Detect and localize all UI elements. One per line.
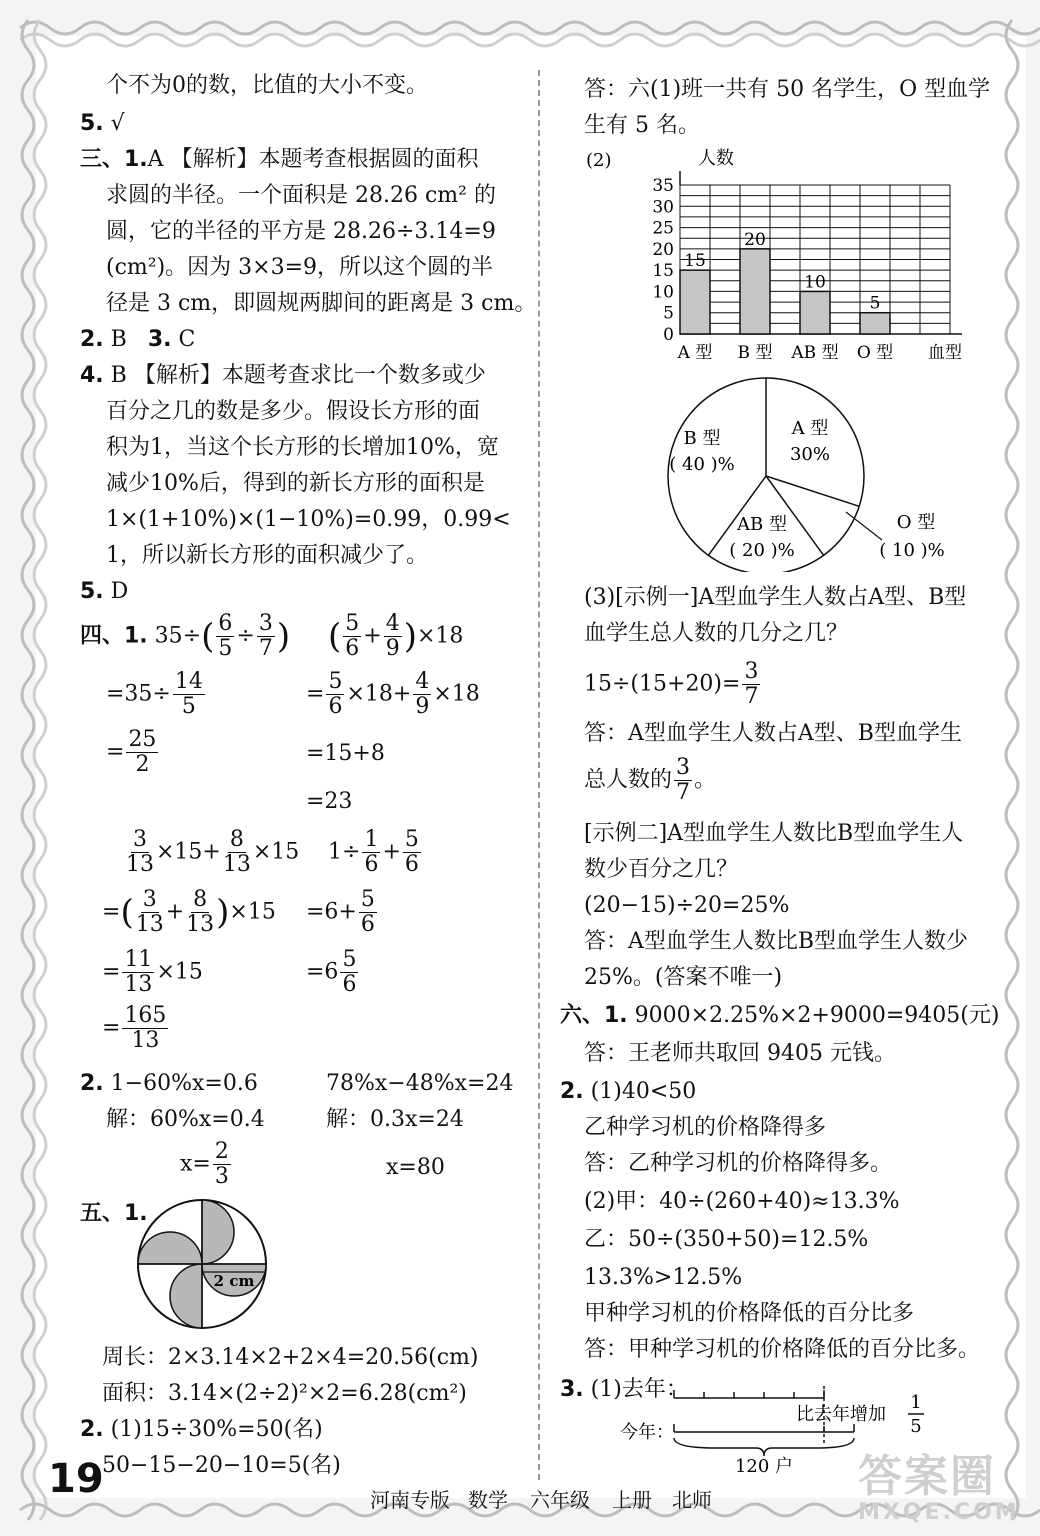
answer-text: (1)15÷30%=50(名) [110,1417,323,1442]
fraction: $\frac{5}{6}$ [404,827,419,877]
fraction: $\frac{3}{7}$ [258,611,273,661]
text-line: 答：A型血学生人数占A型、B型血学生 [584,721,962,746]
answer-text: B [110,327,127,352]
question-number: 2. [80,1417,104,1442]
q5-2-answer [80,1412,323,1448]
blood-type-bar-chart [580,140,1000,370]
pie-label: ( 10 )% [879,540,945,561]
footer-item: 六年级 [530,1488,590,1512]
q4-1-step-c2: =( $\frac{3}{13}$ + $\frac{8}{13}$ )×15 [102,887,276,937]
category-label: A 型 [677,343,713,363]
fraction-numerator: 1 [910,1392,922,1413]
category-label: AB 型 [791,343,839,363]
q3-4-answer [80,358,486,394]
fraction: $\frac{8}{13}$ [222,827,251,877]
q4-1-expr-d: 1÷ $\frac{1}{6}$ + $\frac{5}{6}$ [328,827,419,877]
text-line: 个不为0的数，比值的大小不变。 [106,73,428,98]
watermark-url: MXQE.COM [858,1500,1020,1525]
fraction: $\frac{5}{6}$ [328,669,343,719]
fraction: $\frac{5}{6}$ [360,887,375,937]
text-line: 13.3%>12.5% [584,1265,743,1290]
increase-label: 比去年增加 [796,1404,886,1425]
footer-item: 数学 [468,1488,508,1512]
q4-1-step-a2: =35÷ $\frac{14}{5}$ [106,669,203,719]
q4-1-expr-c: $\frac{3}{13}$ ×15+ $\frac{8}{13}$ ×15 [126,827,300,877]
answer-text: A 【解析】本题考查根据圆的面积 [147,147,479,172]
question-number: 3. [147,327,172,352]
equation-solution: x=80 [386,1155,445,1180]
text-line: 答：乙种学习机的价格降得多。 [584,1151,893,1176]
leader-line [846,512,882,540]
y-tick-label: 10 [652,282,674,303]
fraction: $\frac{3}{13}$ [126,827,154,877]
text-line: 生有 5 名。 [584,113,700,138]
bar-value-label: 15 [684,251,706,272]
text-line: (cm²)。因为 3×3=9，所以这个圆的半 [106,255,494,280]
answer-text: D [110,579,129,604]
equation-step: 解：60%x=0.4 [106,1107,265,1132]
text-line: 圆，它的半径的平方是 28.26÷3.14=9 [106,219,496,244]
question-number: 5. [80,579,104,604]
question-number: 5. [80,111,104,136]
question-number: 2. [560,1079,584,1104]
pie-label: B 型 [683,428,721,449]
q4-1-step-c4: = $\frac{165}{13}$ [102,1003,167,1053]
footer-item: 北师 [672,1488,712,1512]
area-answer: 面积：3.14×(2÷2)²×2=6.28(cm²) [102,1381,467,1406]
answer-text: √ [110,111,125,136]
column-divider [538,70,540,1480]
q4-1-expr-b: ( $\frac{5}{6}$ + $\frac{4}{9}$ )×18 [328,611,464,661]
text-line: 数少百分之几？ [584,857,739,882]
y-tick-label: 0 [663,325,674,345]
q4-2-equations [80,1066,258,1102]
bar [740,249,770,334]
category-label: B 型 [737,343,773,363]
x-axis-label: 血型 [928,343,962,363]
text-line: 50−15−20−10=5(名) [102,1453,341,1478]
pie-label: 30% [789,444,831,465]
text-line: 答：甲种学习机的价格降低的百分比多。 [584,1337,981,1362]
text-line: 减少10%后，得到的新长方形的面积是 [106,471,485,496]
fraction: $\frac{4}{9}$ [415,669,430,719]
text-line: 求圆的半径。一个面积是 28.26 cm² 的 [106,183,496,208]
question-number: 3. [560,1377,584,1402]
fraction: $\frac{165}{13}$ [124,1003,167,1053]
text-line: 1，所以新长方形的面积减少了。 [106,543,428,568]
text-line: 答：A型血学生人数比B型血学生人数少 [584,929,969,954]
q6-1-answer [560,998,999,1034]
text-line: 百分之几的数是多少。假设长方形的面 [106,399,481,424]
question-number: 四、1. [80,623,148,649]
question-number: 2. [80,1071,104,1096]
blood-type-pie-chart [650,372,950,572]
fraction: $\frac{3}{7}$ [744,659,759,709]
fraction: $\frac{11}{13}$ [124,947,153,997]
equation: 1−60%x=0.6 [110,1071,258,1096]
bar [800,291,830,334]
q4-1-step-c3: = $\frac{11}{13}$ ×15 [102,947,203,997]
text-line: 25%。(答案不唯一) [584,965,783,990]
y-tick-label: 5 [663,303,674,324]
question-number: 六、1. [560,1003,628,1028]
q4-1-step-a3: = $\frac{25}{2}$ [106,727,157,777]
total-label: 120 户 [734,1456,794,1476]
text-line: 径是 3 cm，即圆规两脚间的距离是 3 cm。 [106,291,537,316]
this-year-label: 今年： [620,1422,674,1443]
pie-label: ( 20 )% [729,540,795,561]
equation-step: 解：0.3x=24 [326,1107,464,1132]
math-line: 总人数的 $\frac{3}{7}$ 。 [584,755,717,805]
text-line: [示例二]A型血学生人数比B型血学生人 [584,821,964,846]
q6-2-answer [560,1074,696,1110]
page-number: 19 [48,1456,104,1502]
answer-text: 9000×2.25%×2+9000=9405(元) [634,1003,1000,1028]
text-line: 乙种学习机的价格降得多 [584,1115,827,1140]
text-line: 甲种学习机的价格降低的百分比多 [584,1301,915,1326]
question-number: 4. [80,363,104,388]
pie-label: A 型 [791,418,829,439]
equation: 78%x−48%x=24 [326,1071,514,1096]
fraction: $\frac{1}{6}$ [364,827,379,877]
pie-label: ( 40 )% [669,454,735,475]
q4-1-expr-a: 四、1. 35÷( $\frac{6}{5}$ ÷ $\frac{3}{7}$ ) [80,611,291,661]
text-line: 答：六(1)班一共有 50 名学生，O 型血学 [584,77,991,102]
text-line: 1×(1+10%)×(1−10%)=0.99，0.99< [106,507,511,532]
fraction-denominator: 5 [910,1416,922,1437]
total-brace [674,1438,854,1456]
text-line: (2)甲：40÷(260+40)≈13.3% [584,1189,900,1214]
question-number: 五、1. [80,1201,148,1226]
text-line: 积为1，当这个长方形的长增加10%，宽 [106,435,499,460]
answer-text: C [178,327,196,352]
pie-label: AB 型 [737,514,787,535]
math-text: 35÷ [154,623,202,649]
fraction: $\frac{5}{6}$ [342,947,357,997]
fraction: $\frac{8}{13}$ [186,887,215,937]
q4-1-step-b3: =15+8 [306,741,385,766]
q4-1-step-b4: =23 [306,789,353,814]
q3-1-answer [80,142,479,178]
dimension-label: 2 cm [213,1272,255,1290]
answer-text: (1)去年： [590,1377,688,1402]
q4-1-step-d3: =6 $\frac{5}{6}$ [306,947,357,997]
fraction: $\frac{5}{6}$ [345,611,360,661]
q4-1-step-b2: = $\frac{5}{6}$ ×18+ $\frac{4}{9}$ ×18 [306,669,480,719]
bar-value-label: 5 [869,293,881,314]
bar-value-label: 20 [744,229,766,250]
text-line: 血学生总人数的几分之几？ [584,621,849,646]
footer-item: 上册 [612,1488,652,1512]
bar-value-label: 10 [804,272,826,293]
y-axis-label: 人数 [698,148,734,169]
perimeter-answer: 周长：2×3.14×2+2×4=20.56(cm) [102,1345,479,1370]
math-line: (20−15)÷20=25% [584,893,790,918]
fraction: $\frac{3}{13}$ [135,887,164,937]
q3-5-answer [80,574,128,610]
watermark-text: 答案圈 [858,1451,996,1502]
fraction: $\frac{14}{5}$ [174,669,203,719]
bar [860,313,890,334]
answer-text: (1)40<50 [590,1079,697,1104]
question-number: 2. [80,327,104,352]
q3-2-3-answers [80,322,195,358]
text-line: (3)[示例一]A型血学生人数占A型、B型 [584,585,967,610]
text-line: 乙：50÷(350+50)=12.5% [584,1227,869,1252]
fraction: $\frac{25}{2}$ [128,727,157,777]
question-number: 三、1. [80,147,148,172]
pie-label: O 型 [896,512,936,533]
text-line: 答：王老师共取回 9405 元钱。 [584,1041,896,1066]
fraction: $\frac{3}{7}$ [676,755,691,805]
circle-figure [134,1196,270,1332]
fraction: $\frac{2}{3}$ [214,1139,229,1189]
y-tick-label: 30 [652,197,674,218]
category-label: O 型 [856,343,894,363]
y-tick-label: 15 [652,261,674,282]
math-line: 15÷(15+20)= $\frac{3}{7}$ [584,659,759,709]
bar [680,270,710,334]
answer-text: B 【解析】本题考查求比一个数多或少 [110,363,486,388]
chart-label: (2) [586,150,612,171]
y-tick-label: 25 [652,218,674,239]
q2-5-answer [80,106,125,142]
watermark-logo [858,1440,1020,1525]
fraction: $\frac{4}{9}$ [385,611,400,661]
fraction: $\frac{6}{5}$ [218,611,233,661]
equation-solution: x= $\frac{2}{3}$ [180,1139,229,1189]
y-tick-label: 35 [652,176,674,196]
y-tick-label: 20 [652,239,674,260]
q4-1-step-d2: =6+ $\frac{5}{6}$ [306,887,375,937]
footer-item: 河南专版 [370,1488,450,1512]
